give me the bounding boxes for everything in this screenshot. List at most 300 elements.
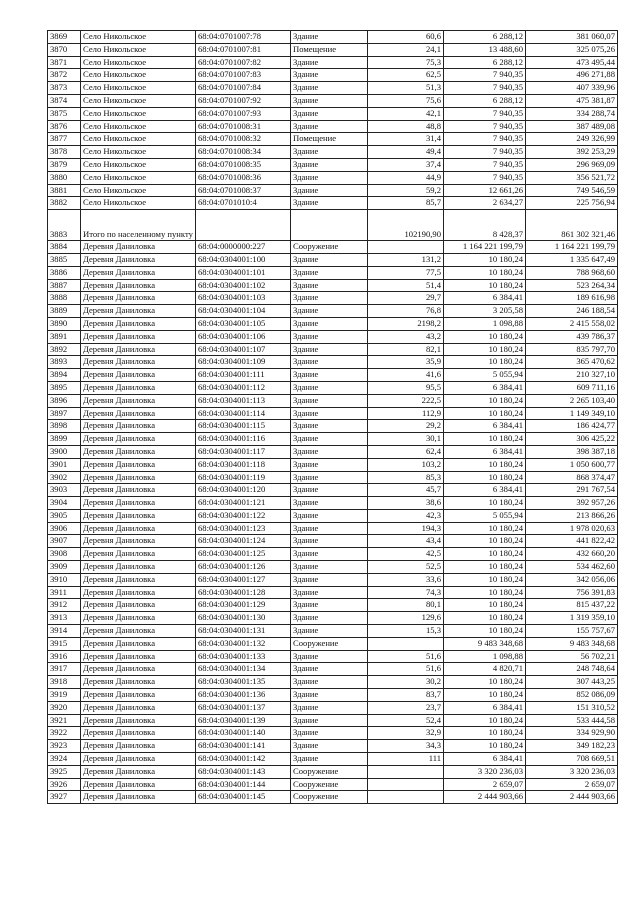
settlement-name-cell: Село Никольское	[81, 56, 196, 69]
table-row	[48, 369, 618, 382]
cadastral-number-cell: 68:04:0701007:84	[196, 82, 291, 95]
area-cell: 85,3	[368, 471, 444, 484]
row-number-cell: 3921	[48, 714, 81, 727]
area-cell: 30,2	[368, 676, 444, 689]
table-row	[48, 197, 618, 210]
settlement-name-cell: Деревня Даниловка	[81, 714, 196, 727]
row-number-cell: 3900	[48, 445, 81, 458]
row-number-cell: 3873	[48, 82, 81, 95]
cadastral-value-cell: 307 443,25	[526, 676, 618, 689]
table-row	[48, 407, 618, 420]
cadastral-number-cell: 68:04:0304001:111	[196, 369, 291, 382]
cadastral-number-cell: 68:04:0304001:144	[196, 778, 291, 791]
row-number-cell: 3904	[48, 497, 81, 510]
cadastral-value-cell: 756 391,83	[526, 586, 618, 599]
table-row	[48, 714, 618, 727]
cadastral-price-cell: 6 288,12	[444, 94, 526, 107]
cadastral-number-cell: 68:04:0304001:103	[196, 292, 291, 305]
cadastral-price-cell: 4 820,71	[444, 663, 526, 676]
object-type-cell: Здание	[291, 369, 368, 382]
row-number-cell: 3917	[48, 663, 81, 676]
cadastral-price-cell: 7 940,35	[444, 133, 526, 146]
cadastral-number-cell: 68:04:0304001:101	[196, 266, 291, 279]
row-number-cell: 3894	[48, 369, 81, 382]
row-number-cell: 3922	[48, 727, 81, 740]
row-number-cell: 3890	[48, 317, 81, 330]
table-row	[48, 94, 618, 107]
cadastral-price-cell: 10 180,24	[444, 714, 526, 727]
area-cell: 62,5	[368, 69, 444, 82]
cadastral-price-cell: 7 940,35	[444, 120, 526, 133]
cadastral-value-cell: 249 326,99	[526, 133, 618, 146]
settlement-name-cell: Село Никольское	[81, 158, 196, 171]
document-page	[47, 30, 617, 804]
table-row	[48, 107, 618, 120]
cadastral-value-cell: 392 253,29	[526, 146, 618, 159]
cadastral-value-cell: 441 822,42	[526, 535, 618, 548]
row-number-cell: 3907	[48, 535, 81, 548]
settlement-name-cell: Село Никольское	[81, 133, 196, 146]
settlement-name-cell: Деревня Даниловка	[81, 330, 196, 343]
table-row	[48, 458, 618, 471]
cadastral-price-cell: 7 940,35	[444, 107, 526, 120]
table-body	[48, 31, 618, 804]
settlement-name-cell: Деревня Даниловка	[81, 497, 196, 510]
row-number-cell: 3888	[48, 292, 81, 305]
area-cell: 74,3	[368, 586, 444, 599]
cadastral-number-cell: 68:04:0304001:113	[196, 394, 291, 407]
cadastral-number-cell: 68:04:0304001:128	[196, 586, 291, 599]
table-row	[48, 663, 618, 676]
area-cell: 48,8	[368, 120, 444, 133]
cadastral-price-cell: 6 384,41	[444, 381, 526, 394]
row-number-cell: 3911	[48, 586, 81, 599]
cadastral-price-cell: 10 180,24	[444, 522, 526, 535]
cadastral-price-cell: 6 384,41	[444, 445, 526, 458]
object-type-cell: Здание	[291, 433, 368, 446]
object-type-cell: Сооружение	[291, 637, 368, 650]
row-number-cell: 3927	[48, 791, 81, 804]
cadastral-value-cell: 523 264,34	[526, 279, 618, 292]
cadastral-number-cell: 68:04:0701008:31	[196, 120, 291, 133]
cadastral-number-cell: 68:04:0304001:143	[196, 765, 291, 778]
table-row	[48, 740, 618, 753]
settlement-name-cell: Деревня Даниловка	[81, 727, 196, 740]
object-type-cell: Здание	[291, 561, 368, 574]
cadastral-number-cell: 68:04:0701008:34	[196, 146, 291, 159]
row-number-cell: 3869	[48, 31, 81, 44]
table-row	[48, 184, 618, 197]
table-row	[48, 509, 618, 522]
settlement-name-cell: Деревня Даниловка	[81, 753, 196, 766]
cadastral-value-cell: 325 075,26	[526, 43, 618, 56]
cadastral-price-cell: 7 940,35	[444, 158, 526, 171]
cadastral-number-cell: 68:04:0701008:36	[196, 171, 291, 184]
area-cell: 43,2	[368, 330, 444, 343]
cadastral-number-cell: 68:04:0304001:109	[196, 356, 291, 369]
settlement-name-cell: Деревня Даниловка	[81, 305, 196, 318]
area-cell: 75,3	[368, 56, 444, 69]
object-type-cell: Сооружение	[291, 778, 368, 791]
cadastral-price-cell: 10 180,24	[444, 599, 526, 612]
object-type-cell: Здание	[291, 407, 368, 420]
cadastral-value-cell: 246 188,54	[526, 305, 618, 318]
area-cell: 76,8	[368, 305, 444, 318]
object-type-cell: Здание	[291, 394, 368, 407]
cadastral-number-cell: 68:04:0701008:32	[196, 133, 291, 146]
row-number-cell: 3919	[48, 689, 81, 702]
area-cell: 129,6	[368, 612, 444, 625]
cadastral-price-cell: 5 055,94	[444, 369, 526, 382]
settlement-name-cell: Село Никольское	[81, 197, 196, 210]
object-type-cell: Здание	[291, 612, 368, 625]
settlement-name-cell: Деревня Даниловка	[81, 573, 196, 586]
cadastral-price-cell: 5 055,94	[444, 509, 526, 522]
row-number-cell: 3875	[48, 107, 81, 120]
table-row	[48, 535, 618, 548]
cadastral-value-cell: 349 182,23	[526, 740, 618, 753]
object-type-cell: Здание	[291, 573, 368, 586]
area-cell: 75,6	[368, 94, 444, 107]
cadastral-value-cell: 225 756,94	[526, 197, 618, 210]
cadastral-price-cell: 10 180,24	[444, 458, 526, 471]
settlement-name-cell: Деревня Даниловка	[81, 740, 196, 753]
row-number-cell: 3896	[48, 394, 81, 407]
object-type-cell: Здание	[291, 727, 368, 740]
cadastral-value-cell: 708 669,51	[526, 753, 618, 766]
area-cell: 29,2	[368, 420, 444, 433]
row-number-cell: 3902	[48, 471, 81, 484]
cadastral-price-cell: 2 659,07	[444, 778, 526, 791]
cadastral-price-cell: 10 180,24	[444, 740, 526, 753]
cadastral-price-cell: 6 384,41	[444, 292, 526, 305]
cadastral-value-cell: 609 711,16	[526, 381, 618, 394]
settlement-name-cell: Деревня Даниловка	[81, 791, 196, 804]
area-cell: 131,2	[368, 253, 444, 266]
cadastral-number-cell: 68:04:0304001:137	[196, 701, 291, 714]
cadastral-price-cell: 12 661,26	[444, 184, 526, 197]
cadastral-number-cell: 68:04:0304001:100	[196, 253, 291, 266]
table-row	[48, 753, 618, 766]
cadastral-number-cell: 68:04:0701007:92	[196, 94, 291, 107]
table-row	[48, 56, 618, 69]
cadastral-number-cell: 68:04:0304001:129	[196, 599, 291, 612]
settlement-name-cell: Деревня Даниловка	[81, 701, 196, 714]
area-cell: 80,1	[368, 599, 444, 612]
row-number-cell: 3909	[48, 561, 81, 574]
table-row	[48, 701, 618, 714]
row-number-cell: 3891	[48, 330, 81, 343]
object-type-cell: Здание	[291, 107, 368, 120]
cadastral-number-cell: 68:04:0701008:35	[196, 158, 291, 171]
cadastral-number-cell: 68:04:0304001:104	[196, 305, 291, 318]
row-number-cell: 3898	[48, 420, 81, 433]
area-cell	[368, 765, 444, 778]
area-cell: 112,9	[368, 407, 444, 420]
cadastral-price-cell: 10 180,24	[444, 573, 526, 586]
object-type-cell: Здание	[291, 82, 368, 95]
cadastral-number-cell: 68:04:0304001:132	[196, 637, 291, 650]
cadastral-value-cell: 334 929,90	[526, 727, 618, 740]
cadastral-price-cell: 10 180,24	[444, 612, 526, 625]
settlement-name-cell: Деревня Даниловка	[81, 535, 196, 548]
cadastral-number-cell	[196, 210, 291, 241]
cadastral-number-cell: 68:04:0000000:227	[196, 241, 291, 254]
cadastral-number-cell: 68:04:0304001:115	[196, 420, 291, 433]
object-type-cell: Здание	[291, 650, 368, 663]
settlement-name-cell: Деревня Даниловка	[81, 689, 196, 702]
cadastral-value-cell: 1 164 221 199,79	[526, 241, 618, 254]
area-cell: 44,9	[368, 171, 444, 184]
row-number-cell: 3920	[48, 701, 81, 714]
cadastral-value-cell: 3 320 236,03	[526, 765, 618, 778]
table-row	[48, 548, 618, 561]
table-row	[48, 279, 618, 292]
cadastral-number-cell: 68:04:0304001:120	[196, 484, 291, 497]
settlement-name-cell: Деревня Даниловка	[81, 420, 196, 433]
cadastral-price-cell: 7 940,35	[444, 82, 526, 95]
cadastral-price-cell: 9 483 348,68	[444, 637, 526, 650]
area-cell: 49,4	[368, 146, 444, 159]
settlement-name-cell: Деревня Даниловка	[81, 394, 196, 407]
cadastral-price-cell: 10 180,24	[444, 471, 526, 484]
cadastral-value-cell: 2 265 103,40	[526, 394, 618, 407]
cadastral-number-cell: 68:04:0304001:105	[196, 317, 291, 330]
cadastral-value-cell: 342 056,06	[526, 573, 618, 586]
row-number-cell: 3887	[48, 279, 81, 292]
object-type-cell: Здание	[291, 343, 368, 356]
area-cell: 51,6	[368, 663, 444, 676]
cadastral-value-cell: 749 546,59	[526, 184, 618, 197]
cadastral-value-cell: 398 387,18	[526, 445, 618, 458]
settlement-name-cell: Деревня Даниловка	[81, 522, 196, 535]
cadastral-value-cell: 1 335 647,49	[526, 253, 618, 266]
cadastral-number-cell: 68:04:0304001:125	[196, 548, 291, 561]
table-row	[48, 433, 618, 446]
area-cell: 43,4	[368, 535, 444, 548]
row-number-cell: 3905	[48, 509, 81, 522]
cadastral-price-cell: 7 940,35	[444, 69, 526, 82]
area-cell	[368, 791, 444, 804]
table-row	[48, 171, 618, 184]
area-cell: 82,1	[368, 343, 444, 356]
cadastral-price-cell: 10 180,24	[444, 266, 526, 279]
settlement-name-cell: Деревня Даниловка	[81, 266, 196, 279]
settlement-name-cell: Село Никольское	[81, 82, 196, 95]
cadastral-number-cell: 68:04:0304001:131	[196, 625, 291, 638]
row-number-cell: 3889	[48, 305, 81, 318]
row-number-cell: 3874	[48, 94, 81, 107]
area-cell: 45,7	[368, 484, 444, 497]
object-type-cell: Здание	[291, 701, 368, 714]
area-cell: 34,3	[368, 740, 444, 753]
object-type-cell: Здание	[291, 676, 368, 689]
object-type-cell: Здание	[291, 522, 368, 535]
table-row	[48, 343, 618, 356]
row-number-cell: 3923	[48, 740, 81, 753]
table-row	[48, 778, 618, 791]
cadastral-value-cell: 392 957,26	[526, 497, 618, 510]
row-number-cell: 3877	[48, 133, 81, 146]
cadastral-number-cell: 68:04:0304001:135	[196, 676, 291, 689]
settlement-name-cell: Деревня Даниловка	[81, 586, 196, 599]
cadastral-number-cell: 68:04:0304001:116	[196, 433, 291, 446]
cadastral-value-cell: 533 444,58	[526, 714, 618, 727]
cadastral-value-cell: 1 050 600,77	[526, 458, 618, 471]
area-cell: 2198,2	[368, 317, 444, 330]
table-row	[48, 497, 618, 510]
row-number-cell: 3915	[48, 637, 81, 650]
object-type-cell: Здание	[291, 253, 368, 266]
object-type-cell: Здание	[291, 31, 368, 44]
cadastral-value-cell: 1 149 349,10	[526, 407, 618, 420]
object-type-cell: Здание	[291, 509, 368, 522]
cadastral-value-cell: 534 462,60	[526, 561, 618, 574]
cadastral-price-cell: 6 384,41	[444, 484, 526, 497]
cadastral-value-cell: 475 381,87	[526, 94, 618, 107]
settlement-name-cell: Деревня Даниловка	[81, 637, 196, 650]
area-cell: 85,7	[368, 197, 444, 210]
cadastral-value-cell: 381 060,07	[526, 31, 618, 44]
cadastral-price-cell: 10 180,24	[444, 561, 526, 574]
settlement-name-cell: Деревня Даниловка	[81, 561, 196, 574]
cadastral-number-cell: 68:04:0304001:118	[196, 458, 291, 471]
cadastral-price-cell: 10 180,24	[444, 535, 526, 548]
cadastral-price-cell: 3 205,58	[444, 305, 526, 318]
table-row	[48, 394, 618, 407]
area-cell: 42,5	[368, 548, 444, 561]
settlement-name-cell: Село Никольское	[81, 184, 196, 197]
cadastral-price-cell: 6 384,41	[444, 701, 526, 714]
area-cell: 35,9	[368, 356, 444, 369]
row-number-cell: 3925	[48, 765, 81, 778]
cadastral-number-cell: 68:04:0304001:112	[196, 381, 291, 394]
object-type-cell: Здание	[291, 158, 368, 171]
table-row	[48, 158, 618, 171]
area-cell: 15,3	[368, 625, 444, 638]
cadastral-price-cell: 10 180,24	[444, 343, 526, 356]
cadastral-number-cell: 68:04:0304001:107	[196, 343, 291, 356]
row-number-cell: 3897	[48, 407, 81, 420]
cadastral-price-cell: 10 180,24	[444, 625, 526, 638]
area-cell: 23,7	[368, 701, 444, 714]
row-number-cell: 3908	[48, 548, 81, 561]
row-number-cell: 3876	[48, 120, 81, 133]
row-number-cell: 3895	[48, 381, 81, 394]
cadastral-value-cell: 473 495,44	[526, 56, 618, 69]
object-type-cell: Здание	[291, 330, 368, 343]
object-type-cell: Помещение	[291, 43, 368, 56]
area-cell: 30,1	[368, 433, 444, 446]
area-cell: 111	[368, 753, 444, 766]
settlement-name-cell: Село Никольское	[81, 94, 196, 107]
settlement-name-cell: Деревня Даниловка	[81, 292, 196, 305]
settlement-name-cell: Деревня Даниловка	[81, 484, 196, 497]
object-type-cell: Здание	[291, 497, 368, 510]
settlement-name-cell: Деревня Даниловка	[81, 458, 196, 471]
cadastral-price-cell: 7 940,35	[444, 171, 526, 184]
cadastral-value-cell: 852 086,09	[526, 689, 618, 702]
cadastral-number-cell: 68:04:0304001:121	[196, 497, 291, 510]
row-number-cell: 3872	[48, 69, 81, 82]
table-row	[48, 727, 618, 740]
table-row	[48, 133, 618, 146]
cadastral-number-cell: 68:04:0304001:126	[196, 561, 291, 574]
table-row	[48, 791, 618, 804]
row-number-cell: 3926	[48, 778, 81, 791]
object-type-cell: Сооружение	[291, 791, 368, 804]
cadastral-value-cell: 788 968,60	[526, 266, 618, 279]
cadastral-value-cell: 151 310,52	[526, 701, 618, 714]
table-row	[48, 82, 618, 95]
settlement-name-cell: Село Никольское	[81, 31, 196, 44]
area-cell: 51,3	[368, 82, 444, 95]
area-cell: 77,5	[368, 266, 444, 279]
area-cell: 62,4	[368, 445, 444, 458]
cadastral-number-cell: 68:04:0701007:83	[196, 69, 291, 82]
area-cell: 38,6	[368, 497, 444, 510]
area-cell: 37,4	[368, 158, 444, 171]
cadastral-price-cell: 6 288,12	[444, 31, 526, 44]
settlement-name-cell: Деревня Даниловка	[81, 253, 196, 266]
area-cell: 103,2	[368, 458, 444, 471]
object-type-cell: Здание	[291, 445, 368, 458]
cadastral-value-cell: 155 757,67	[526, 625, 618, 638]
table-row	[48, 612, 618, 625]
cadastral-value-cell: 213 866,26	[526, 509, 618, 522]
table-row	[48, 625, 618, 638]
area-cell: 194,3	[368, 522, 444, 535]
cadastral-number-cell: 68:04:0304001:117	[196, 445, 291, 458]
cadastral-value-cell: 186 424,77	[526, 420, 618, 433]
table-row	[48, 210, 618, 241]
cadastral-price-cell: 10 180,24	[444, 727, 526, 740]
cadastral-price-cell: 10 180,24	[444, 676, 526, 689]
row-number-cell: 3913	[48, 612, 81, 625]
row-number-cell: 3918	[48, 676, 81, 689]
object-type-cell: Здание	[291, 535, 368, 548]
object-type-cell: Здание	[291, 56, 368, 69]
object-type-cell: Здание	[291, 94, 368, 107]
cadastral-price-cell: 10 180,24	[444, 394, 526, 407]
table-row	[48, 765, 618, 778]
cadastral-value-cell: 2 659,07	[526, 778, 618, 791]
row-number-cell: 3870	[48, 43, 81, 56]
area-cell: 60,6	[368, 31, 444, 44]
object-type-cell: Здание	[291, 146, 368, 159]
settlement-name-cell: Деревня Даниловка	[81, 279, 196, 292]
cadastral-value-cell: 291 767,54	[526, 484, 618, 497]
cadastral-value-cell: 2 444 903,66	[526, 791, 618, 804]
settlement-name-cell: Деревня Даниловка	[81, 548, 196, 561]
settlement-name-cell: Итого по населенному пункту	[81, 210, 196, 241]
area-cell: 102190,90	[368, 210, 444, 241]
settlement-name-cell: Деревня Даниловка	[81, 343, 196, 356]
cadastral-number-cell: 68:04:0304001:119	[196, 471, 291, 484]
table-row	[48, 484, 618, 497]
table-row	[48, 573, 618, 586]
cadastral-number-cell: 68:04:0304001:141	[196, 740, 291, 753]
table-row	[48, 676, 618, 689]
table-row	[48, 146, 618, 159]
cadastral-price-cell: 10 180,24	[444, 407, 526, 420]
row-number-cell: 3880	[48, 171, 81, 184]
area-cell: 222,5	[368, 394, 444, 407]
area-cell	[368, 778, 444, 791]
cadastral-value-cell: 815 437,22	[526, 599, 618, 612]
cadastral-value-cell: 2 415 558,02	[526, 317, 618, 330]
cadastral-number-cell: 68:04:0701007:81	[196, 43, 291, 56]
